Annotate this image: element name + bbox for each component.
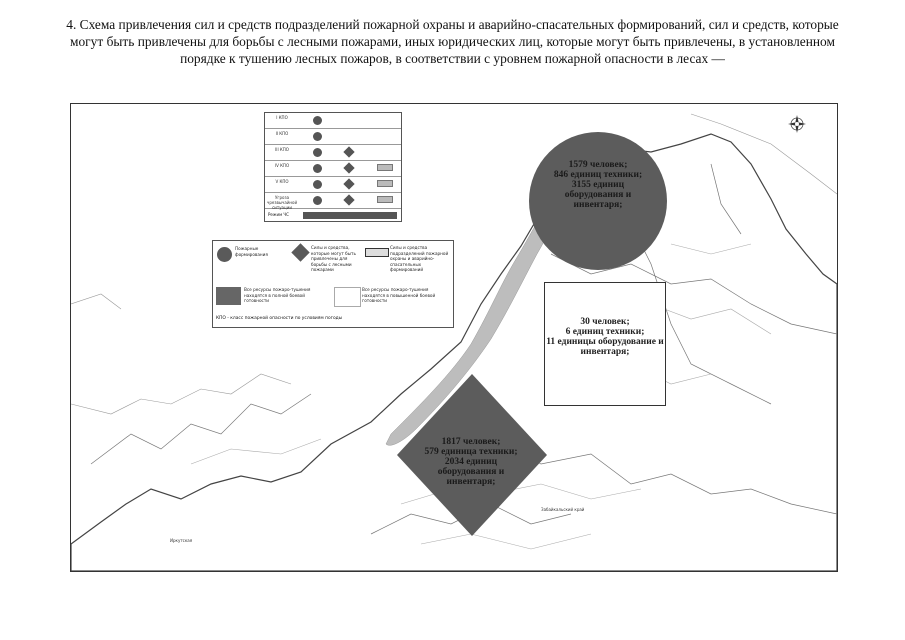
circle-icon <box>313 180 322 189</box>
rect-label: Силы и средства подразделений пожарной охраны и аварийно-спасательных формирований <box>390 245 449 272</box>
dark-swatch <box>216 287 241 305</box>
diamond-icon <box>343 146 354 157</box>
legend-level: III КПО <box>275 147 289 152</box>
label-west-region: Иркутская <box>170 538 193 543</box>
legend-key <box>212 240 454 328</box>
emergency-bar <box>303 212 397 219</box>
rect-icon <box>377 180 393 187</box>
legend-level: V КПО <box>275 179 289 184</box>
diamond-icon <box>291 243 309 261</box>
legend-table <box>264 112 402 222</box>
label-east-region: Забайкальский край <box>541 507 585 512</box>
circle-label: Пожарные формирования <box>235 246 268 257</box>
box-callout <box>544 282 666 406</box>
legend-row <box>265 113 401 129</box>
legend-level: II КПО <box>275 131 289 136</box>
circle-icon <box>217 247 232 262</box>
legend-row <box>265 161 401 177</box>
rect-icon <box>377 196 393 203</box>
rect-icon <box>377 164 393 171</box>
map-graphic <box>71 104 837 571</box>
legend-row <box>265 177 401 193</box>
legend-level: IV КПО <box>274 163 290 168</box>
rect-icon <box>365 248 389 257</box>
diamond-label: Силы и средства, которые могут быть привлечены для борьбы с лесными пожарами <box>311 245 356 272</box>
diamond-icon <box>343 162 354 173</box>
page-title: 4. Схема привлечения сил и средств подразделений пожарной охраны и аварийно-спасательных формирований, сил и средств, которые могут быть привлечены для борьбы с лесными пожарами, иных юридических лиц, которые могут быть привлечены, в установленном порядке к тушению лесных пожаров, в соответствии с уровнем пожарной опасности в лесах — <box>66 17 839 66</box>
legend-footnote: КПО - класс пожарной опасности по условиям погоды <box>216 316 343 321</box>
diamond-icon <box>343 194 354 205</box>
legend-level: I КПО <box>276 115 288 120</box>
circle-icon <box>313 116 322 125</box>
circle-icon <box>313 132 322 141</box>
light-label: Все ресурсы пожаро-тушения находятся в повышенной боевой готовности <box>362 287 436 303</box>
light-swatch <box>334 287 361 307</box>
diamond-icon <box>343 178 354 189</box>
circle-icon <box>313 148 322 157</box>
map <box>70 103 838 572</box>
legend-footer: Режим ЧС <box>268 212 289 217</box>
box-callout-text: 30 человек; 6 единиц техники; 11 единицы оборудование и инвентаря; <box>546 317 664 357</box>
circle-callout-text: 1579 человек; 846 единиц техники; 3155 единиц оборудования и инвентаря; <box>553 160 643 210</box>
circle-icon <box>313 164 322 173</box>
legend-row <box>265 193 401 209</box>
dark-label: Все ресурсы пожаро-тушения находятся в полной боевой готовности <box>244 287 311 303</box>
legend-level: Угроза чрезвычайной ситуации <box>267 195 298 210</box>
diamond-callout-text: 1817 человек; 579 единица техники; 2034 единиц оборудования и инвентаря; <box>424 437 518 487</box>
legend-row <box>265 145 401 161</box>
compass-icon <box>788 115 806 133</box>
circle-icon <box>313 196 322 205</box>
legend-row <box>265 129 401 145</box>
